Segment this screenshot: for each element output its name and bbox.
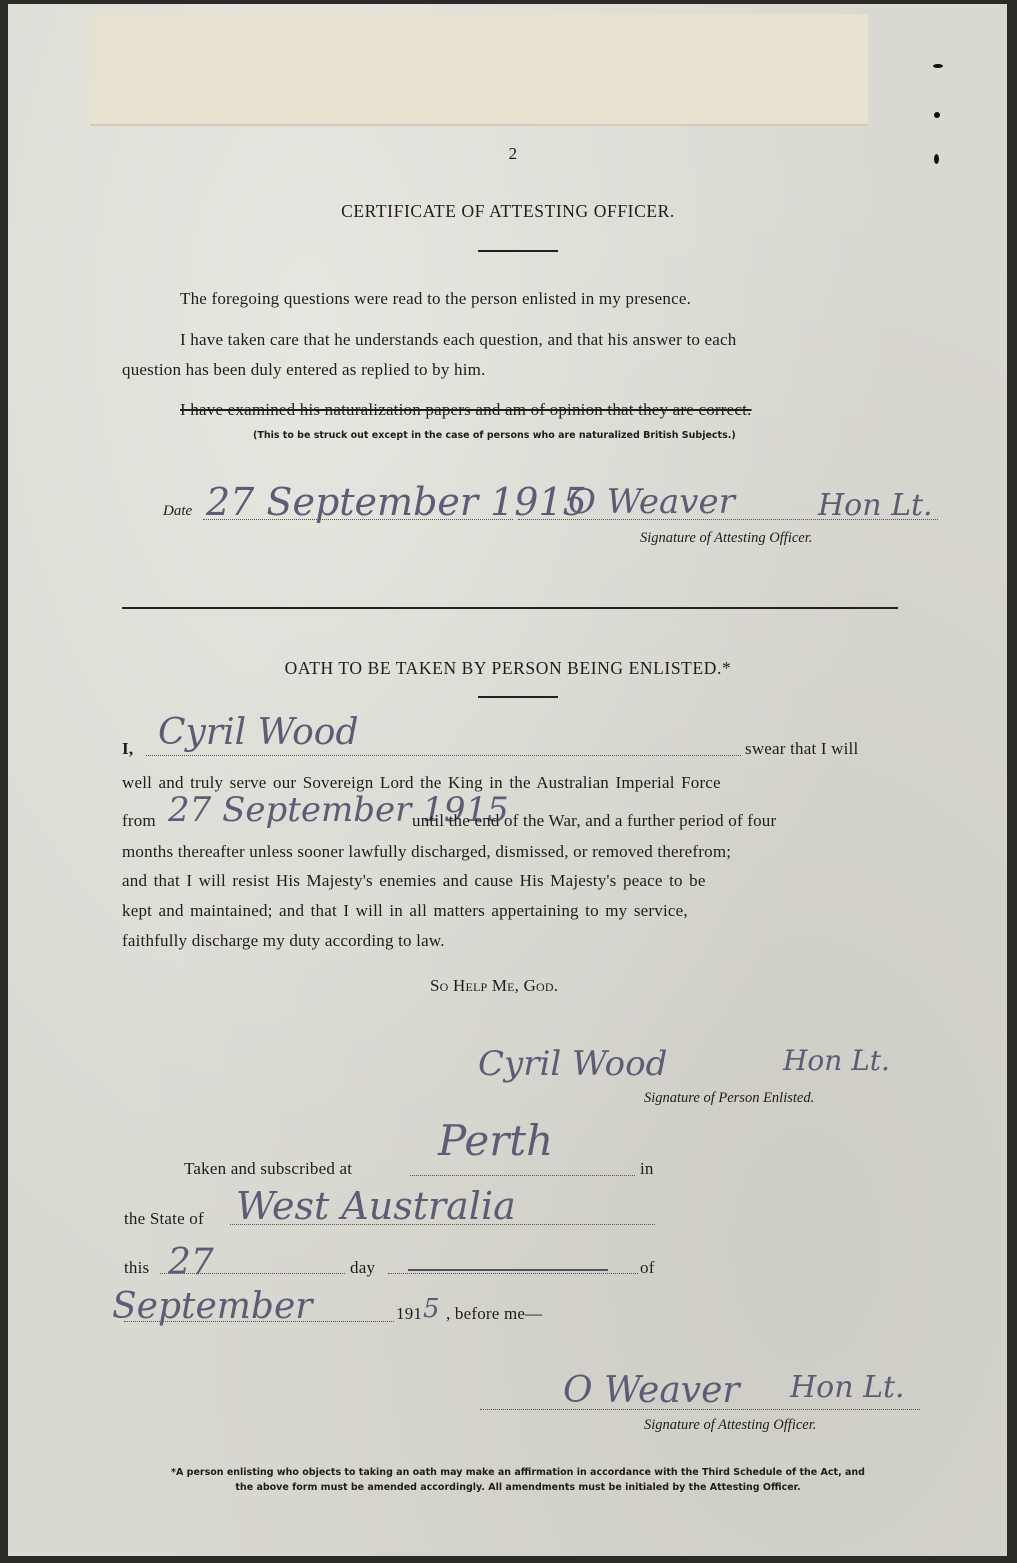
state-label: the State of bbox=[124, 1209, 204, 1228]
enlisted-rank-handwritten: Hon Lt. bbox=[783, 1044, 890, 1077]
naturalization-note: (This to be struck out except in the case of persons who are naturalized British Subjects.) bbox=[253, 430, 736, 441]
title-divider bbox=[478, 250, 558, 252]
oath-line-5: and that I will resist His Majesty's enemies and cause His Majesty's peace to be bbox=[122, 871, 706, 890]
oath-title: OATH TO BE TAKEN BY PERSON BEING ENLISTED.* bbox=[284, 658, 732, 678]
oath-from-label: from bbox=[122, 811, 156, 830]
handwritten-dash bbox=[408, 1269, 608, 1271]
year-handwritten: 5 bbox=[423, 1294, 440, 1324]
certificate-line-2b: question has been duly entered as replied to by him. bbox=[122, 360, 486, 379]
attesting-officer-rank: Hon Lt. bbox=[818, 488, 933, 523]
oath-from-date-handwritten: 27 September 1915 bbox=[168, 790, 509, 830]
so-help-me-god: So Help Me, God. bbox=[430, 976, 559, 995]
document-page bbox=[8, 4, 1007, 1556]
month-handwritten: September bbox=[112, 1286, 313, 1327]
certificate-title: CERTIFICATE OF ATTESTING OFFICER. bbox=[341, 201, 675, 221]
before-me: , before me— bbox=[446, 1304, 543, 1323]
oath-line-7: faithfully discharge my duty according to law. bbox=[122, 931, 445, 950]
year-prefix: 191 bbox=[396, 1304, 423, 1323]
oath-line-6: kept and maintained; and that I will in all matters appertaining to my service, bbox=[122, 901, 688, 920]
officer-signature-caption: Signature of Attesting Officer. bbox=[644, 1417, 817, 1433]
attesting-officer-signature: O Weaver bbox=[568, 482, 735, 522]
day-handwritten: 27 bbox=[168, 1242, 214, 1283]
day-label: day bbox=[350, 1258, 376, 1277]
oath-until: until the end of the War, and a further period of four bbox=[412, 811, 777, 830]
officer-signature-handwritten: O Weaver bbox=[563, 1370, 740, 1411]
taken-subscribed-label: Taken and subscribed at bbox=[184, 1159, 353, 1178]
date-handwritten: 27 September 1915 bbox=[206, 480, 587, 524]
oath-line-4: months thereafter unless sooner lawfully discharged, dismissed, or removed therefrom; bbox=[122, 842, 732, 861]
attesting-signature-caption: Signature of Attesting Officer. bbox=[640, 530, 813, 546]
enlisted-signature-handwritten: Cyril Wood bbox=[478, 1044, 668, 1084]
in-label: in bbox=[640, 1159, 654, 1178]
certificate-line-1: The foregoing questions were read to the person enlisted in my presence. bbox=[180, 289, 692, 308]
footnote-line-2: the above form must be amended accordingly. All amendments must be initialed by the Attesting Officer. bbox=[235, 1482, 801, 1493]
date-label: Date bbox=[163, 503, 193, 519]
paper-tape bbox=[90, 14, 868, 126]
section-divider bbox=[122, 607, 898, 609]
oath-pronoun: I, bbox=[122, 739, 134, 758]
enlisted-name-handwritten: Cyril Wood bbox=[158, 712, 359, 753]
oath-swear: swear that I will bbox=[745, 739, 859, 758]
officer-rank-handwritten: Hon Lt. bbox=[790, 1370, 905, 1405]
oath-line-2: well and truly serve our Sovereign Lord the King in the Australian Imperial Force bbox=[122, 773, 721, 792]
binder-mark bbox=[934, 154, 939, 164]
footnote-line-1: *A person enlisting who objects to taking an oath may make an affirmation in accordance with the Third Schedule of the Act, and bbox=[171, 1467, 865, 1478]
binder-mark bbox=[933, 64, 943, 68]
of-label: of bbox=[640, 1258, 655, 1277]
month-line bbox=[388, 1273, 638, 1274]
binder-mark bbox=[934, 112, 940, 118]
this-label: this bbox=[124, 1258, 150, 1277]
place-handwritten: Perth bbox=[438, 1116, 554, 1165]
place-line bbox=[410, 1175, 635, 1176]
oath-divider bbox=[478, 696, 558, 698]
page-number: 2 bbox=[508, 144, 518, 163]
enlisted-signature-caption: Signature of Person Enlisted. bbox=[644, 1090, 815, 1106]
state-handwritten: West Australia bbox=[236, 1184, 516, 1228]
naturalization-struck: I have examined his naturalization papers and am of opinion that they are correct. bbox=[180, 400, 752, 419]
name-line bbox=[146, 755, 741, 756]
certificate-line-2a: I have taken care that he understands each question, and that his answer to each bbox=[180, 330, 737, 349]
